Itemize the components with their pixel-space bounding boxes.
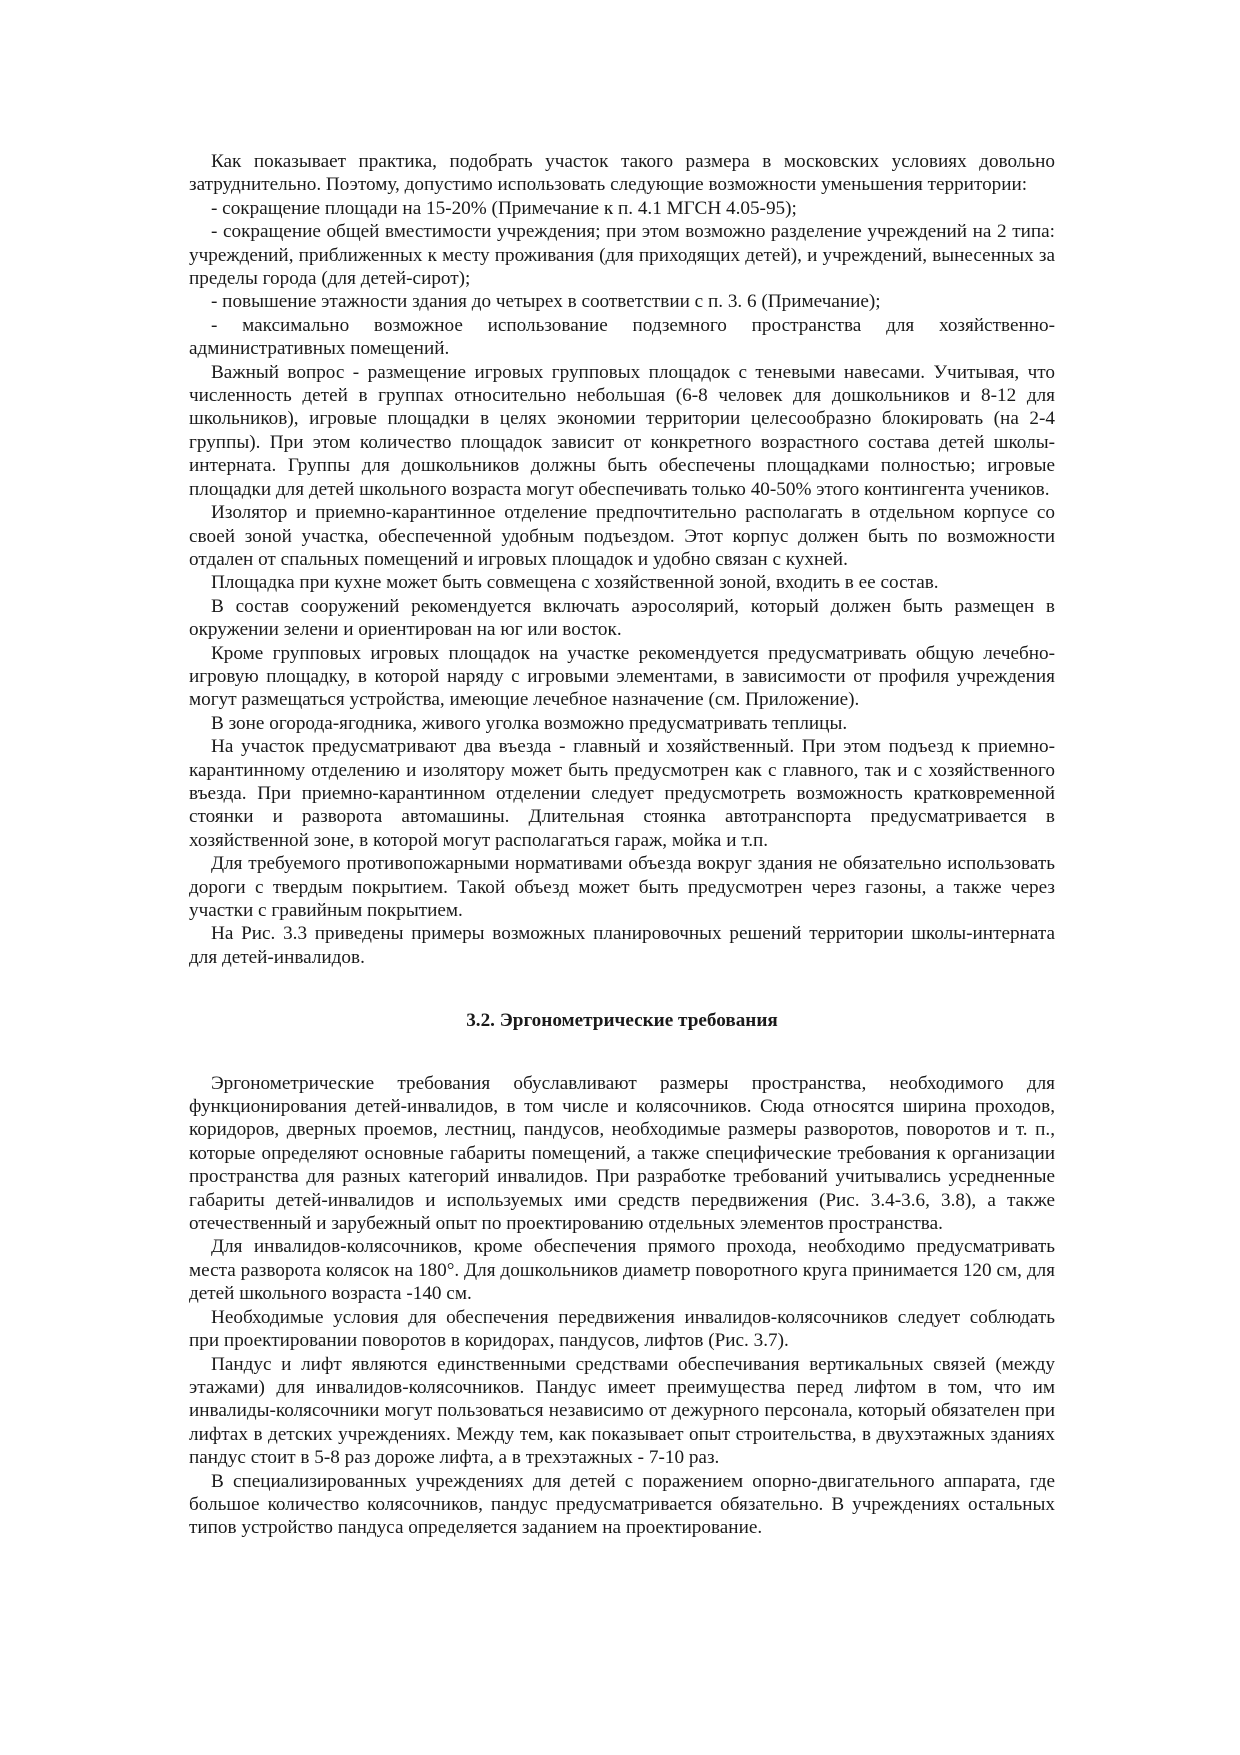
paragraph: Изолятор и приемно-карантинное отделение предпочтительно располагать в отдельном корпусе со своей зоной участка, обеспеченной удобным подъездом. Этот корпус должен быть по возможности отдален от спальных помещений и игровых площадок и удобно связан с кухней. bbox=[189, 502, 1055, 570]
paragraph: В специализированных учреждениях для детей с поражением опорно-двигательного аппарата, где большое количество колясочников, пандус предусматривается обязательно. В учреждениях остальных типов устройство пандуса определяется заданием на проектирование. bbox=[189, 1470, 1055, 1539]
section-territory bbox=[189, 150, 1055, 969]
list-item: - сокращение общей вместимости учреждения; при этом возможно разделение учреждений на 2 типа: учреждений, приближенных к месту проживания (для приходящих детей), и учреждений, вынесенных за пределы города (для детей-сирот); bbox=[189, 221, 1055, 290]
paragraph: Для инвалидов-колясочников, кроме обеспечения прямого прохода, необходимо предусматривать места разворота колясок на 180°. Для дошкольников диаметр поворотного круга принимается 120 см, для детей школьного возраста -140 см. bbox=[189, 1236, 1055, 1305]
section-ergonomics bbox=[189, 1072, 1055, 1540]
paragraph: Важный вопрос - размещение игровых групповых площадок с теневыми навесами. Учитывая, что численность детей в группах относительно небольшая (6-8 человек для дошкольников и 8-12 для школьников), игровые площадки в целях экономии территории целесообразно блокировать (на 2-4 группы). При этом количество площадок зависит от конкретного возрастного состава детей школы-интерната. Группы для дошкольников должны быть обеспечены площадками полностью; игровые площадки для детей школьного возраста могут обеспечивать только 40-50% этого контингента учеников. bbox=[189, 361, 1055, 500]
paragraph: В состав сооружений рекомендуется включать аэросолярий, который должен быть размещен в окружении зелени и ориентирован на юг или восток. bbox=[189, 595, 1055, 641]
paragraph: Необходимые условия для обеспечения передвижения инвалидов-колясочников следует соблюдать при проектировании поворотов в коридорах, пандусов, лифтов (Рис. 3.7). bbox=[189, 1306, 1055, 1352]
list-item: - сокращение площади на 15-20% (Примечание к п. 4.1 МГСН 4.05-95); bbox=[211, 197, 797, 219]
paragraph: Площадка при кухне может быть совмещена с хозяйственной зоной, входить в ее состав. bbox=[211, 572, 939, 594]
paragraph: Эргонометрические требования обуславливают размеры пространства, необходимого для функционирования детей-инвалидов, в том числе и колясочников. Сюда относятся ширина проходов, коридоров, дверных проемов, лестниц, пандусов, необходимые размеры разворотов, поворотов и т. п., которые определяют основные габариты помещений, а также специфические требования к организации пространства для разных категорий инвалидов. При разработке требований учитывались усредненные габариты детей-инвалидов и используемых ими средств передвижения (Рис. 3.4-3.6, 3.8), а также отечественный и зарубежный опыт по проектированию отдельных элементов пространства. bbox=[189, 1072, 1055, 1235]
list-item: - повышение этажности здания до четырех в соответствии с п. 3. 6 (Примечание); bbox=[211, 291, 881, 313]
paragraph: Как показывает практика, подобрать участок такого размера в московских условиях довольно затруднительно. Поэтому, допустимо использовать следующие возможности уменьшения территории: bbox=[189, 151, 1055, 196]
paragraph: На участок предусматривают два въезда - главный и хозяйственный. При этом подъезд к приемно-карантинному отделению и изолятору может быть предусмотрен как с главного, так и с хозяйственного въезда. При приемно-карантинном отделении следует предусмотреть возможность кратковременной стоянки и разворота автомашины. Длительная стоянка автотранспорта предусматривается в хозяйственной зоне, в которой могут располагаться гараж, мойка и т.п. bbox=[189, 736, 1055, 851]
paragraph: Для требуемого противопожарными нормативами объезда вокруг здания не обязательно использовать дороги с твердым покрытием. Такой объезд может быть предусмотрен через газоны, а также через участки с гравийным покрытием. bbox=[189, 853, 1055, 921]
paragraph: Кроме групповых игровых площадок на участке рекомендуется предусматривать общую лечебно-игровую площадку, в которой наряду с игровыми элементами, в зависимости от профиля учреждения могут размещаться устройства, имеющие лечебное назначение (см. Приложение). bbox=[189, 642, 1055, 711]
document-page bbox=[189, 150, 1055, 1540]
paragraph: В зоне огорода-ягодника, живого уголка возможно предусматривать теплицы. bbox=[211, 712, 848, 734]
paragraph: Пандус и лифт являются единственными средствами обеспечивания вертикальных связей (между этажами) для инвалидов-колясочников. Пандус имеет преимущества перед лифтом в том, что им инвалиды-колясочники могут пользоваться независимо от дежурного персонала, который обязателен при лифтах в детских учреждениях. Между тем, как показывает опыт строительства, в двухэтажных зданиях пандус стоит в 5-8 раз дороже лифта, а в трехэтажных - 7-10 раз. bbox=[189, 1353, 1055, 1469]
paragraph: На Рис. 3.3 приведены примеры возможных планировочных решений территории школы-интерната для детей-инвалидов. bbox=[189, 923, 1055, 968]
section-heading: 3.2. Эргонометрические требования bbox=[466, 1010, 778, 1032]
list-item: - максимально возможное использование подземного пространства для хозяйственно-административных помещений. bbox=[189, 314, 1055, 360]
